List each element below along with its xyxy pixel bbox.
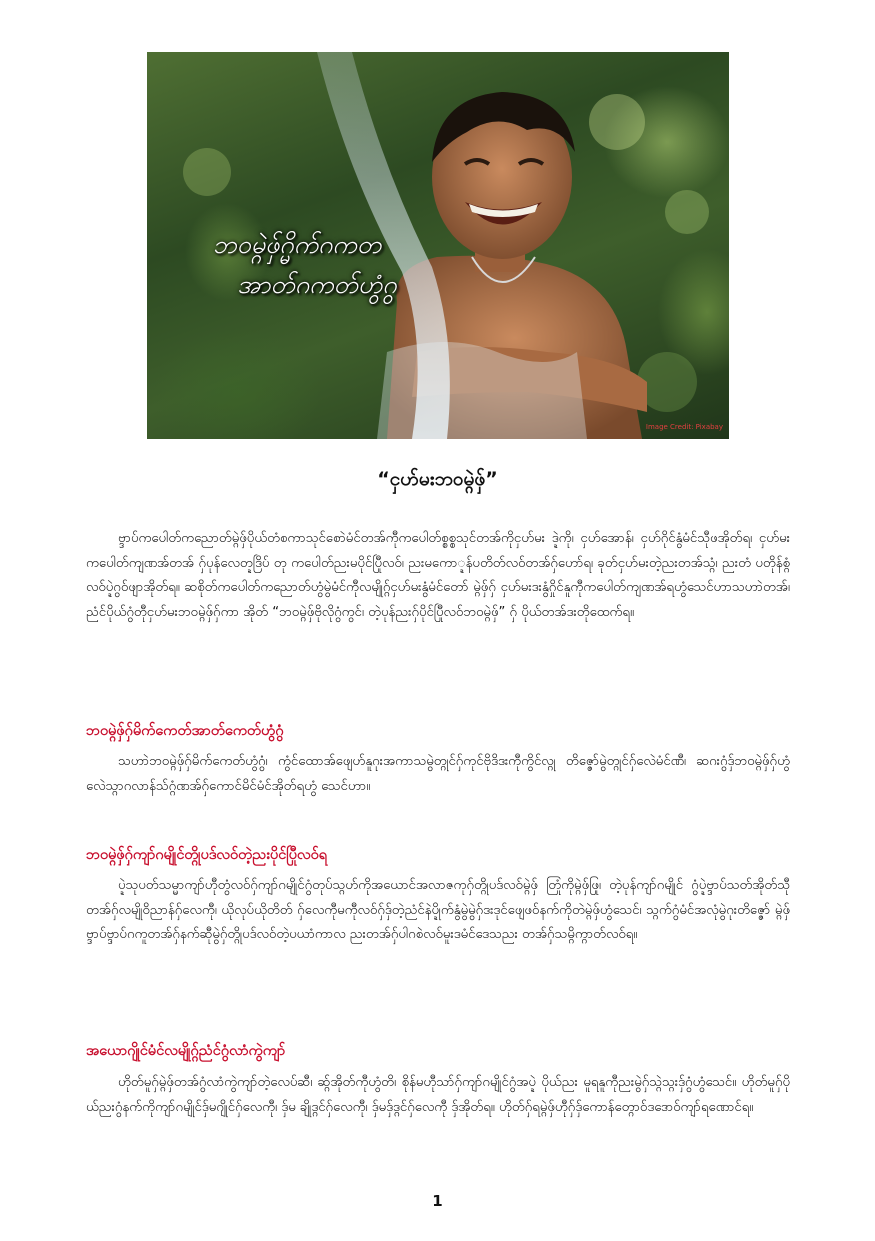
- paragraph-intro: ဗ္ဒာပ်ကပေါတ်ကညောတ်မ္ဂဲဖှ်ပိုယ်တံစကာသုင်စောဲမံင်တအ်ကီုကပေါတ်စ္စစ္စသုင်တအ်ကိုငှဟ်မး ဒ္ဍဲကို၊ ငှဟ်အောန်၊ ငှဟ်ဂိုင်နွံမံင်သီုဖအိုတ်ရ၊ ငှဟ်မးကပေါတ်ကျဏအ်တအ် ဂှ်ပုန်လေတ္ဍဒြိပ် တု ကပေါတ်ညးမပိုင်ပြီုလဝ်၊ ညးမကော္ဍန်ပတိတ်လဝ်တအ်ဂှ်ဟော်ရ၊ ခုတ်ငှဟ်မးတဲ့ညးတအ်သ္ဂံ၊ ညးတံ ပတိုန်စ္ဂံလဝ်ပ္ဍဲဂွဝ်ဖျာအိုတ်ရ။ ဆစိုတ်ကပေါတ်ကညောတ်ဟွံမွဲမံင်ကီုလမျိုဂ္ဂ်ငှဟ်မးနွံမံင်တော် မ္ဂဲဖှ်ဂှ် ငှဟ်မးဒးနွံဂှိုင်နူကီုကပေါတ်ကျဏအ်ရဟွံသေင်ဟာသဟာဲတအ်၊ ညံင်ပိုယ်ဂွံတီုငှဟ်မးဘဝမ္ဂဲဖှ်ဂှ်ကာ အိုတ် “ဘဝမ္ဂဲဖှ်ဗိုလိုဂွံကွင်၊ တဲ့ပုန်ညးဂှ်ပိုင်ပြီုလဝ်ဘဝမ္ဂဲဖှ်” ဂှ် ပိုယ်တအ်ဒးတိုထေက်ရ။: [86, 531, 790, 620]
- paragraph-section-1: သဟာဲဘဝမ္ဂဲဖှ်ဂှ်မိက်ကေတ်ဟွံဂွံ၊ ကွံင်ထောအ်ဖျေဟ်နူဂုးအကာသမွဲတ္ဂုင်ဂှ်ကုင်ဗိုဒိဒးကီုကွိင်လ္ဂု တိဇ္ဇော်မွဲတ္ဂုင်ဂှ်လေဲမံင်ဏီ၊ ဆဂးဂွံဒှ်ဘဝမ္ဂဲဖှ်ဂှ်ဟွံလေဲသ္ဂာဂလာန်သ်ဂ္ဂံဏအ်ဂှ်ကောင်မိင်မံင်အိုတ်ရဟွံ သေင်ဟာ။: [86, 754, 790, 794]
- photo-title-line-2: အာတ်ဂကတ်ဟွံဂွ: [237, 270, 397, 299]
- section-heading-3: အယောဂျိုင်မံင်လမျိုဂ္ဂ်ညံင်ဂွံလာံကွဲကျာ်: [86, 1043, 286, 1059]
- photo-credit: Image Credit: Pixabay: [645, 423, 723, 431]
- paragraph-section-3: ဟိုတ်မူဂှ်မ္ဂဲဖှ်တအ်ဂွံလာံကွဲကျာ်တဲ့လေပ်ဆီ၊ ဆ္ဂ်အိုတ်ကီုဟွံတိ၊ စိုန်မဟီုသာ်ဂှ်ကျာ်ဂမျိုင်ဂွံအပ္ဍဲ ပိုယ်ညး မူရနူကီုညးမွဲဂှ်သ္ဂဲသ္ဂးဒှ်ဂွံဟွံသေင်။ ဟိုတ်မူဂှ်ပိုယ်ညးဂွံနက်ကိုကျာ်ဂမျိုင်ဒှ်မဂျိုင်ဂှ်လေကီု၊ ဒှ်မ ချိုဒ္ဂင်ဂှ်လေကီု၊ ဒှ်မဒှ်ဒ္ဂင်ဂှ်လေကီု ဒှ်အိုတ်ရ။ ဟိုတ်ဂှ်ရမ္ဂဲဖှ်ဟီုဂှ်ဒှ်ကောန်တ္ဂောဝ်ဒဒောဝ်ကျာ်ရဏောင်ရ။: [86, 1075, 790, 1115]
- photo-title-line-1: ဘဝမ္ဂဲဖှ်ဂ္မိက်ဂကတ: [212, 230, 382, 259]
- paragraph-section-2: ပ္ဍဲသုပတ်သမ္မာကျာ်ဟီုတွံလဝ်ဂှ်ကျာ်ဂမျိုင်ဂွံတုပ်သ္ဂဟ်ကိုအယောင်အလာဇကုဂှ်တ္ဂိုပဒ်လဝ်မ္ဂဲဖှ် တြုံကိုမ္ဂဲဖှ်ဖြု၊ တဲ့ပုန်ကျာ်ဂမျိုင် ဂွံပ္ဍဲဗ္ဒာပ်သတ်အိုတ်သီုတအ်ဂှ်လမျိုဝိညာန်ဂှ်လေကီု၊ ယိုလုပ်ယိုတိတ် ဂှ်လေကီုမကီုလဝ်ဂှ်ဒှ်တဲ့ညံင်နဲပ္ဍိုက်နွံမွဲမွဲဂှ်ဒးဒုင်ဖျေဖဝ်နက်ကိုတဲမ္ဂဲဖှ်ဟွံသေင်၊ သ္ဂက်ဂွံမံင်အလုံမွဲဂုးတိဇ္ဇော် မ္ဂဲဖှ်ဗ္ဒာပ်ဗ္ဒာပ်ဂကူတအ်ဂှ်နက်ဆီုမွဲဂှ်တ္ဂိုပဒ်လဝ်တဲ့ပယာံကာလ ညးတအ်ဂှ်ပါဂစဲလဝ်မူးဒမံင်ဒေသညး တအ်ဂှ်သမ္ဂိက္ဂာတ်လဝ်ရ။: [86, 878, 790, 942]
- section-heading-2: ဘဝမ္ဂဲဖှ်ဂှ်ကျာ်ဂမျိုင်တ္ဂိုပဒ်လဝ်တဲ့ညးပိုင်ပြီုလဝ်ရ: [86, 847, 328, 863]
- article-title: “ငှဟ်မးဘဝမ္ဂဲဖှ်”: [377, 468, 498, 490]
- page-number: 1: [432, 1192, 443, 1210]
- section-heading-1: ဘဝမ္ဂဲဖှ်ဂှ်မိက်ကေတ်အာတ်ကေတ်ဟွံဂွံ: [86, 723, 284, 739]
- cover-photo: [147, 52, 729, 439]
